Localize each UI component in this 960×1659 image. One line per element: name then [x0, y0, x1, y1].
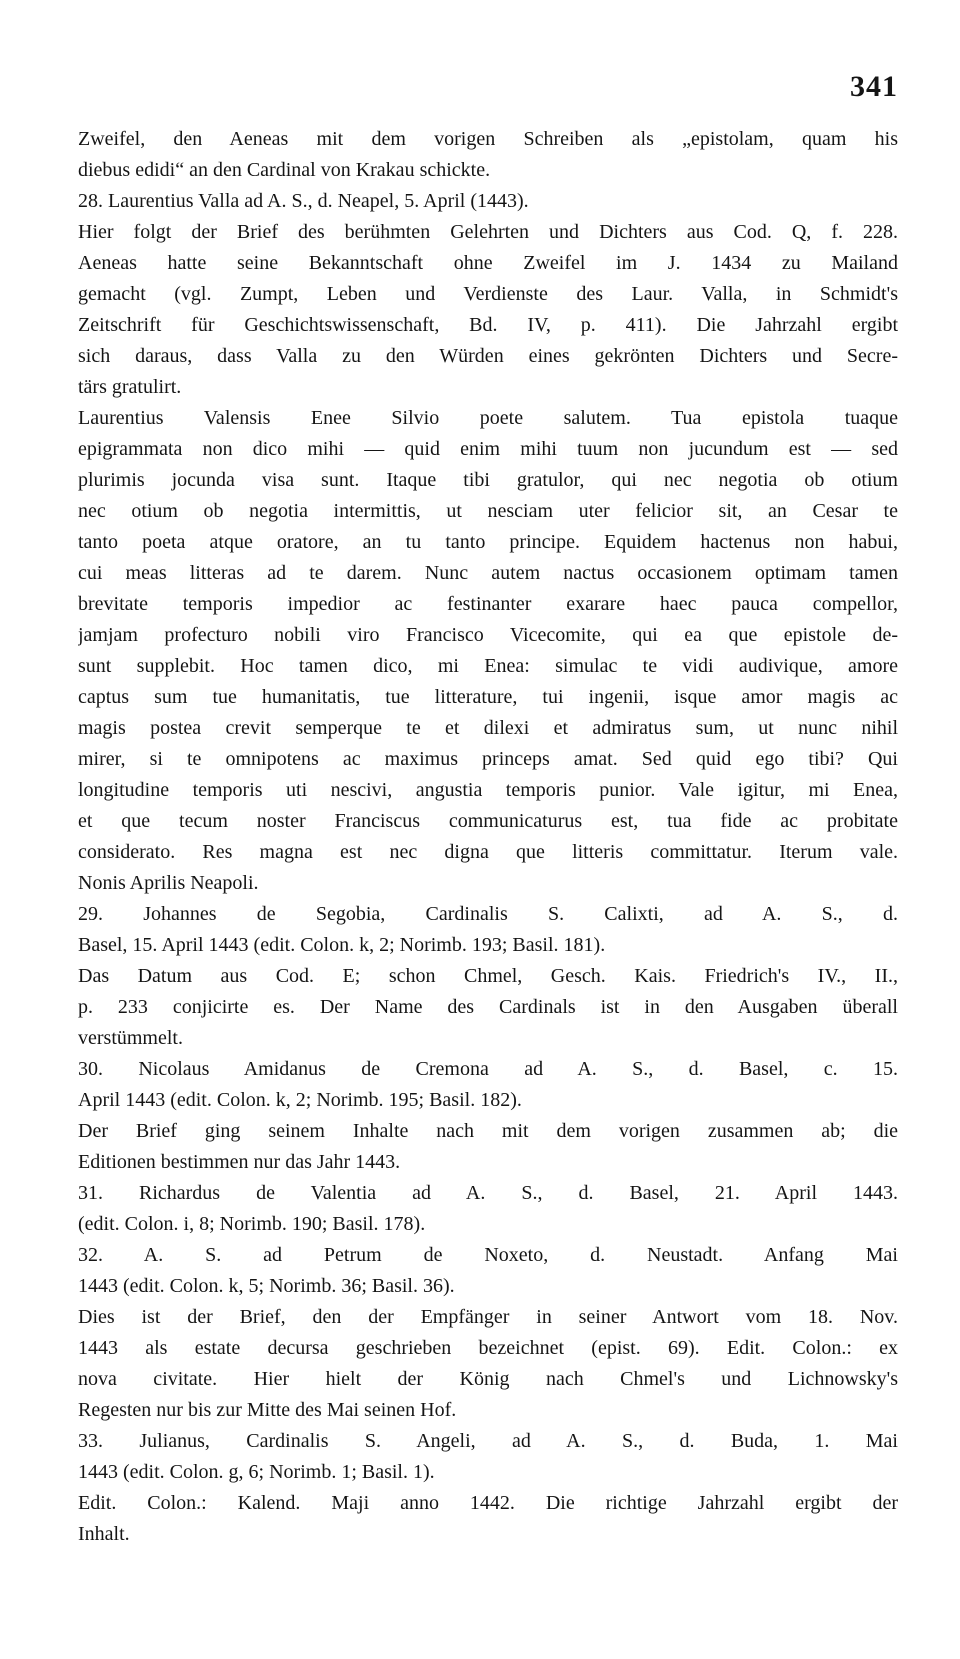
- text-line: Dies ist der Brief, den der Empfänger in seiner Antwort vom 18. Nov.: [78, 1306, 898, 1328]
- text-line: 1443 (edit. Colon. k, 5; Norimb. 36; Basil. 36).: [78, 1275, 455, 1297]
- text-line: jamjam profecturo nobili viro Francisco Vicecomite, qui ea que epistole de-: [78, 624, 898, 646]
- text-line: 33. Julianus, Cardinalis S. Angeli, ad A. S., d. Buda, 1. Mai: [78, 1430, 898, 1452]
- text-line: Aeneas hatte seine Bekanntschaft ohne Zweifel im J. 1434 zu Mailand: [78, 252, 898, 274]
- text-line: sich daraus, dass Valla zu den Würden eines gekrönten Dichters und Secre-: [78, 345, 898, 367]
- text-line: cui meas litteras ad te darem. Nunc autem nactus occasionem optimam tamen: [78, 562, 898, 584]
- text-line: captus sum tue humanitatis, tue litterature, tui ingenii, isque amor magis ac: [78, 686, 898, 708]
- text-line: brevitate temporis impedior ac festinanter exarare haec pauca compellor,: [78, 593, 898, 615]
- text-line: mirer, si te omnipotens ac maximus princeps amat. Sed quid ego tibi? Qui: [78, 748, 898, 770]
- text-line: nec otium ob negotia intermittis, ut nesciam uter felicior sit, an Cesar te: [78, 500, 898, 522]
- text-line: considerato. Res magna est nec digna que litteris committatur. Iterum vale.: [78, 841, 898, 863]
- text-line: tanto poeta atque oratore, an tu tanto principe. Equidem hactenus non habui,: [78, 531, 898, 553]
- text-line: 28. Laurentius Valla ad A. S., d. Neapel, 5. April (1443).: [78, 190, 529, 212]
- text-line: Laurentius Valensis Enee Silvio poete salutem. Tua epistola tuaque: [78, 407, 898, 429]
- text-line: diebus edidi“ an den Cardinal von Krakau schickte.: [78, 159, 491, 181]
- text-line: sunt supplebit. Hoc tamen dico, mi Enea: simulac te vidi audivique, amore: [78, 655, 898, 677]
- text-line: (edit. Colon. i, 8; Norimb. 190; Basil. 178).: [78, 1213, 426, 1235]
- text-line: 32. A. S. ad Petrum de Noxeto, d. Neustadt. Anfang Mai: [78, 1244, 898, 1266]
- text-line: Editionen bestimmen nur das Jahr 1443.: [78, 1151, 401, 1173]
- text-line: 30. Nicolaus Amidanus de Cremona ad A. S., d. Basel, c. 15.: [78, 1058, 898, 1080]
- text-line: epigrammata non dico mihi — quid enim mihi tuum non jucundum est — sed: [78, 438, 898, 460]
- text-line: Inhalt.: [78, 1523, 130, 1545]
- text-line: plurimis jocunda visa sunt. Itaque tibi gratulor, qui nec negotia ob otium: [78, 469, 898, 491]
- text-line: verstümmelt.: [78, 1027, 183, 1049]
- text-line: Zweifel, den Aeneas mit dem vorigen Schreiben als „epistolam, quam his: [78, 128, 898, 150]
- text-line: magis postea crevit semperque te et dilexi et admiratus sum, ut nunc nihil: [78, 717, 898, 739]
- text-line: 31. Richardus de Valentia ad A. S., d. Basel, 21. April 1443.: [78, 1182, 898, 1204]
- text-line: nova civitate. Hier hielt der König nach Chmel's und Lichnowsky's: [78, 1368, 898, 1390]
- text-line: p. 233 conjicirte es. Der Name des Cardinals ist in den Ausgaben überall: [78, 996, 898, 1018]
- text-line: et que tecum noster Franciscus communicaturus est, tua fide ac probitate: [78, 810, 898, 832]
- text-line: Basel, 15. April 1443 (edit. Colon. k, 2; Norimb. 193; Basil. 181).: [78, 934, 606, 956]
- text-line: Zeitschrift für Geschichtswissenschaft, Bd. IV, p. 411). Die Jahrzahl ergibt: [78, 314, 898, 336]
- text-line: 29. Johannes de Segobia, Cardinalis S. Calixti, ad A. S., d.: [78, 903, 898, 925]
- text-line: Das Datum aus Cod. E; schon Chmel, Gesch. Kais. Friedrich's IV., II.,: [78, 965, 898, 987]
- text-line: Edit. Colon.: Kalend. Maji anno 1442. Die richtige Jahrzahl ergibt der: [78, 1492, 898, 1514]
- text-line: Regesten nur bis zur Mitte des Mai seinen Hof.: [78, 1399, 457, 1421]
- text-line: Hier folgt der Brief des berühmten Gelehrten und Dichters aus Cod. Q, f. 228.: [78, 221, 898, 243]
- text-line: gemacht (vgl. Zumpt, Leben und Verdienste des Laur. Valla, in Schmidt's: [78, 283, 898, 305]
- page-number: 341: [850, 70, 898, 103]
- text-line: 1443 (edit. Colon. g, 6; Norimb. 1; Basil. 1).: [78, 1461, 435, 1483]
- body-text: [78, 124, 898, 1550]
- text-line: Nonis Aprilis Neapoli.: [78, 872, 259, 894]
- text-line: Der Brief ging seinem Inhalte nach mit dem vorigen zusammen ab; die: [78, 1120, 898, 1142]
- text-line: 1443 als estate decursa geschrieben bezeichnet (epist. 69). Edit. Colon.: ex: [78, 1337, 898, 1359]
- text-line: tärs gratulirt.: [78, 376, 182, 398]
- text-line: longitudine temporis uti nescivi, angustia temporis punior. Vale igitur, mi Enea,: [78, 779, 898, 801]
- text-line: April 1443 (edit. Colon. k, 2; Norimb. 195; Basil. 182).: [78, 1089, 522, 1111]
